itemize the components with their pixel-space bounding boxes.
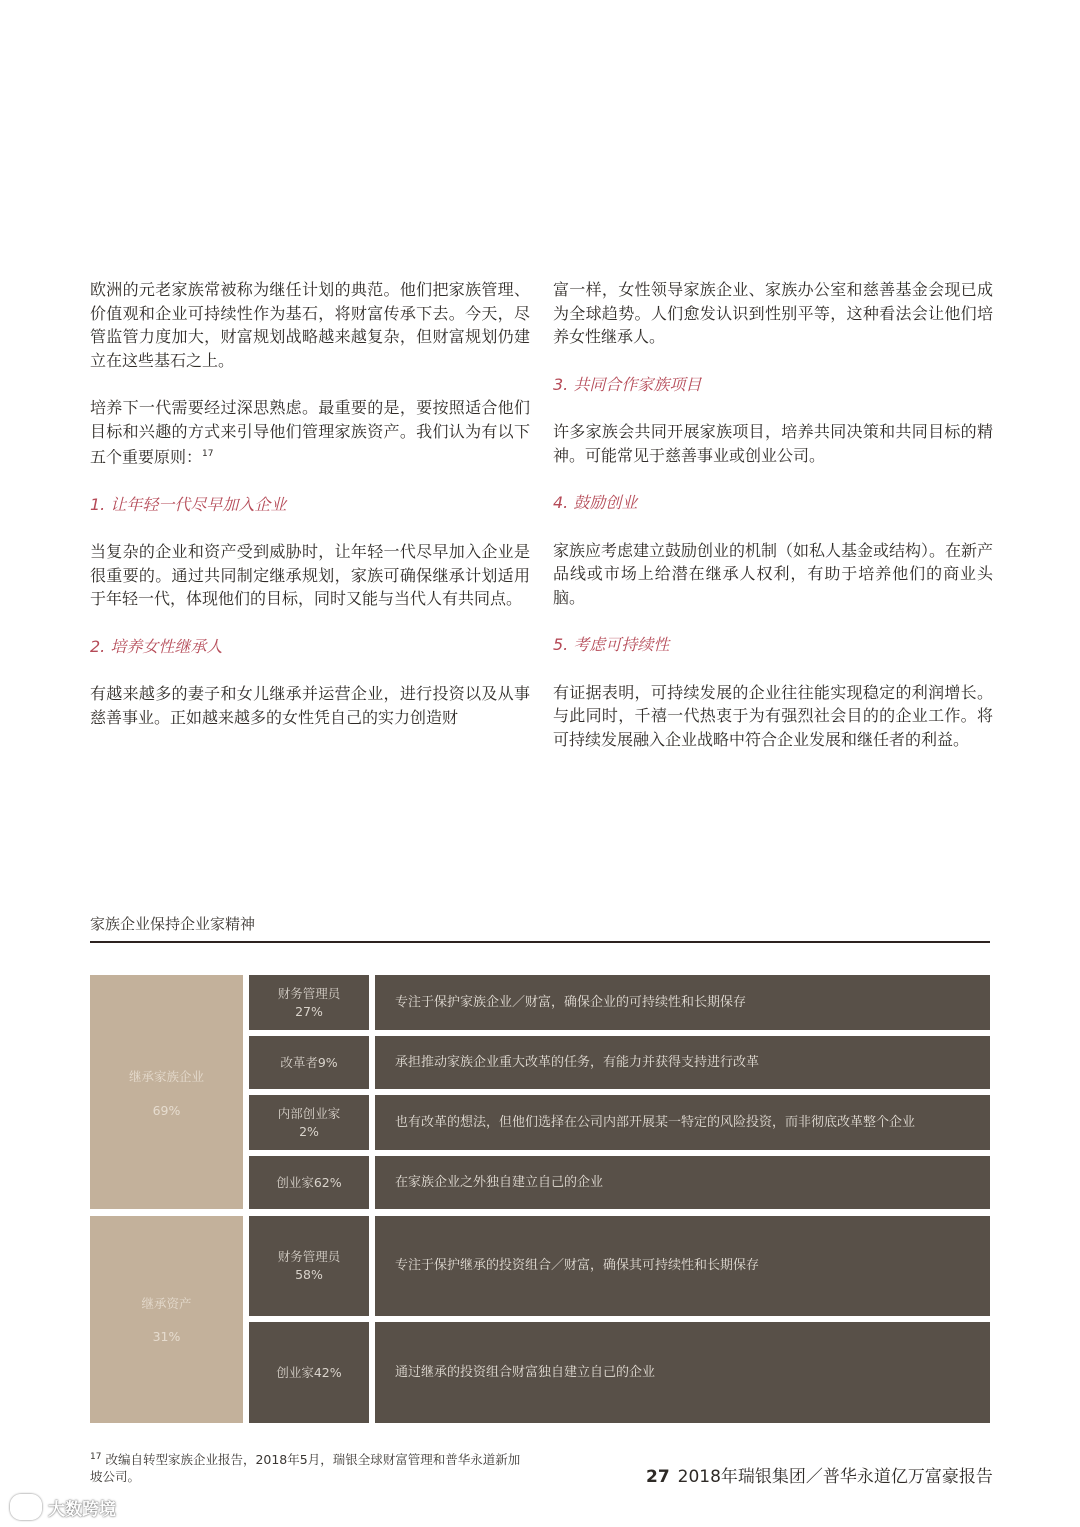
figure-title: 家族企业保持企业家精神 xyxy=(90,915,256,933)
right-column xyxy=(553,278,993,775)
figure-divider xyxy=(90,941,990,943)
group-family-business-pct: 69% xyxy=(152,1103,181,1118)
left-column xyxy=(90,278,530,753)
group-assets-pct: 31% xyxy=(152,1329,181,1344)
principle-2-body: 有越来越多的妻子和女儿继承并运营企业，进行投资以及从事慈善事业。正如越来越多的女性凭自己的实力创造财 xyxy=(90,684,530,727)
principle-3-title: 3. 共同合作家族项目 xyxy=(553,374,702,394)
group-family-business xyxy=(90,975,243,1209)
type-cell xyxy=(249,1036,369,1089)
type-name: 改革者9% xyxy=(280,1054,338,1070)
type-cell xyxy=(249,1156,369,1209)
type-name: 创业家62% xyxy=(276,1174,342,1190)
principle-5 xyxy=(553,633,993,751)
type-cell xyxy=(249,1095,369,1150)
report-title: 2018年瑞银集团／普华永道亿万富豪报告 xyxy=(677,1467,993,1487)
successor-types-table xyxy=(90,975,990,1423)
principle-2-continued: 富一样，女性领导家族企业、家族办公室和慈善基金会现已成为全球趋势。人们愈发认识到性别平等，这种看法会让他们培养女性继承人。 xyxy=(553,280,993,346)
description-cell: 也有改革的想法，但他们选择在公司内部开展某一特定的风险投资，而非彻底改革整个企业 xyxy=(375,1095,990,1150)
description-cell: 在家族企业之外独自建立自己的企业 xyxy=(375,1156,990,1209)
principles-intro-text: 培养下一代需要经过深思熟虑。最重要的是，要按照适合他们目标和兴趣的方式来引导他们管理家族资产。我们认为有以下五个重要原则： xyxy=(90,398,530,467)
description-cell: 专注于保护继承的投资组合／财富，确保其可持续性和长期保存 xyxy=(375,1216,990,1316)
type-cell xyxy=(249,1322,369,1423)
type-pct: 58% xyxy=(295,1267,323,1282)
type-pct: 27% xyxy=(295,1003,323,1019)
principle-1-body: 当复杂的企业和资产受到威胁时，让年轻一代尽早加入企业是很重要的。通过共同制定继承规划，家族可确保继承计划适用于年轻一代，体现他们的目标，同时又能与当代人有共同点。 xyxy=(90,542,530,609)
principle-2 xyxy=(90,635,530,730)
watermark-text: 大数跨境 xyxy=(48,1499,116,1520)
description-cell: 专注于保护家族企业／财富，确保企业的可持续性和长期保存 xyxy=(375,975,990,1030)
group-assets-label: 继承资产 xyxy=(141,1296,192,1311)
type-name: 财务管理员 xyxy=(277,1249,341,1264)
principle-2-title: 2. 培养女性继承人 xyxy=(90,636,223,656)
principle-1-title: 1. 让年轻一代尽早加入企业 xyxy=(90,494,287,514)
principle-3 xyxy=(553,373,993,468)
type-cell xyxy=(249,975,369,1030)
principle-4-body: 家族应考虑建立鼓励创业的机制（如私人基金或结构）。在新产品线或市场上给潜在继承人权利，有助于培养他们的商业头脑。 xyxy=(553,540,994,607)
principle-4 xyxy=(553,491,993,609)
type-name: 创业家42% xyxy=(276,1364,342,1380)
watermark xyxy=(10,1494,116,1520)
page-footer xyxy=(646,1462,993,1487)
principles-intro-paragraph xyxy=(90,396,530,469)
group-family-business-label: 继承家族企业 xyxy=(128,1069,204,1084)
principle-5-body: 有证据表明，可持续发展的企业往往能实现稳定的利润增长。与此同时，千禧一代热衷于为有强烈社会目的的企业工作。将可持续发展融入企业战略中符合企业发展和继任者的利益。 xyxy=(553,682,993,749)
type-name: 内部创业家 xyxy=(277,1105,341,1121)
footnote-number: 17 xyxy=(90,1452,102,1462)
page-number: 27 xyxy=(646,1467,670,1487)
description-cell: 通过继承的投资组合财富独自建立自己的企业 xyxy=(375,1322,990,1423)
principle-3-body: 许多家族会共同开展家族项目，培养共同决策和共同目标的精神。可能常见于慈善事业或创业公司。 xyxy=(553,422,993,465)
footnote xyxy=(90,1449,530,1485)
footnote-text: 改编自转型家族企业报告，2018年5月，瑞银全球财富管理和普华永道新加坡公司。 xyxy=(90,1452,521,1485)
principle-4-title: 4. 鼓励创业 xyxy=(553,493,638,512)
intro-paragraph: 欧洲的元老家族常被称为继任计划的典范。他们把家族管理、价值观和企业可持续性作为基石，将财富传承下去。今天，尽管监管力度加大，财富规划战略越来越复杂，但财富规划仍建立在这些基石之上。 xyxy=(90,280,530,370)
type-cell xyxy=(249,1216,369,1316)
chat-bubble-icon xyxy=(10,1494,42,1520)
description-cell: 承担推动家族企业重大改革的任务，有能力并获得支持进行改革 xyxy=(375,1036,990,1089)
principle-5-title: 5. 考虑可持续性 xyxy=(553,635,670,654)
type-name: 财务管理员 xyxy=(277,985,341,1001)
type-pct: 2% xyxy=(299,1123,319,1139)
group-assets xyxy=(90,1216,243,1423)
principle-1 xyxy=(90,493,530,611)
footnote-ref: 17 xyxy=(202,449,214,459)
